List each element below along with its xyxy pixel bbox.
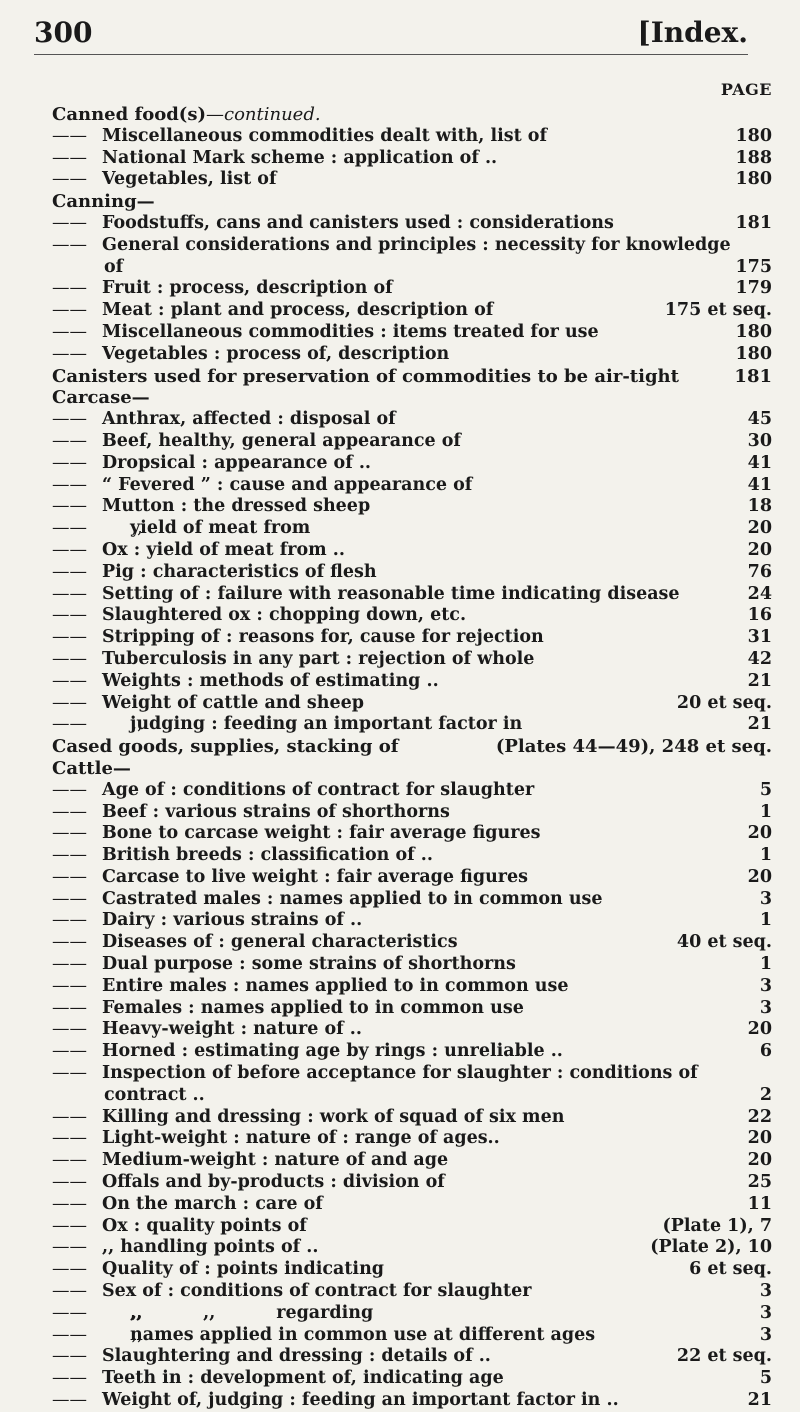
entry-text: General considerations and principles : necessity for knowledge [102,234,731,255]
entry-dash: —— [52,954,87,975]
entry-dash: —— [52,474,87,495]
page-reference: 22 et seq. [673,1346,772,1368]
index-entry [52,213,772,235]
entry-dash: —— [52,627,87,648]
column-header [52,80,772,104]
section-heading-text: Canning— [52,191,155,213]
entry-dash: —— [52,1172,87,1193]
page-reference: (Plate 1), 7 [658,1216,772,1238]
page-reference: (Plate 2), 10 [646,1237,772,1259]
page-reference: 2 [756,1085,772,1107]
entry-dash: —— [52,845,87,866]
entry-text: Tuberculosis in any part : rejection of whole [102,648,535,669]
page-reference: 3 [756,1303,772,1325]
entry-dash: —— [52,997,87,1018]
page-reference: 6 [756,1041,772,1063]
page-reference: 180 [731,126,772,148]
index-entry [52,1019,772,1041]
entry-text: Slaughtered ox : chopping down, etc. [102,605,467,626]
index-entry [52,235,772,257]
entry-text: Dairy : various strains of .. [102,910,363,931]
index-entry [52,976,772,998]
page-header [34,14,748,55]
entry-dash: —— [52,1063,87,1084]
page-reference: 1 [756,910,772,932]
entry-text: Heavy-weight : nature of .. [102,1019,362,1040]
page-reference: 22 [744,1107,772,1129]
page-reference: 180 [731,344,772,366]
entry-dash: —— [52,1019,87,1040]
entry-text: Anthrax, affected : disposal of [102,409,396,430]
entry-dash: —— [52,648,87,669]
section-heading [52,104,772,126]
index-entry [52,802,772,824]
entry-text: judging : feeding an important factor in [130,714,523,735]
index-entry [52,518,772,540]
page-reference: 21 [744,714,772,736]
entry-dash: —— [52,605,87,626]
page-reference: 31 [744,627,772,649]
index-entry [52,1281,772,1303]
page-reference: 20 [744,823,772,845]
page-reference: 42 [744,649,772,671]
index-entry [52,584,772,606]
entry-dash: —— [52,1041,87,1062]
section-heading-text: Cased goods, supplies, stacking of [52,736,399,758]
index-entry [52,1390,772,1412]
index-entry [52,1128,772,1150]
entry-dash: —— [52,1150,87,1171]
index-entry [52,1150,772,1172]
entry-text: Slaughtering and dressing : details of .. [102,1346,491,1367]
page-reference: 1 [756,802,772,824]
index-entry [52,409,772,431]
index-entry [52,780,772,802]
index-entry [52,1063,772,1085]
section-heading-text: Cattle— [52,757,131,779]
entry-dash: —— [52,1215,87,1236]
page-reference: 41 [744,475,772,497]
entry-dash: —— [52,866,87,887]
page-reference: 1 [756,954,772,976]
entry-text: Carcase to live weight : fair average figures [102,866,529,887]
entry-dash: —— [52,125,87,146]
index-entry [52,169,772,191]
page-reference: 3 [756,1281,772,1303]
section-heading [52,387,772,409]
page-reference: 20 [744,1019,772,1041]
index-entry [52,257,772,279]
index-entry [52,344,772,366]
index-entry [52,540,772,562]
page-reference: 40 et seq. [673,932,772,954]
entry-dash: —— [52,1346,87,1367]
entry-text: Killing and dressing : work of squad of six men [102,1106,565,1127]
entry-text: Beef : various strains of shorthorns [102,801,450,822]
index-entry [52,1346,772,1368]
index-entry [52,496,772,518]
entry-text: Ox : quality points of [102,1215,307,1236]
index-entry [52,475,772,497]
page-reference: 20 [744,1128,772,1150]
index-entry [52,278,772,300]
entry-dash: —— [52,430,87,451]
page-reference: 3 [756,889,772,911]
entry-dash: —— [52,1193,87,1214]
index-entry [52,1085,772,1107]
index-entry [52,322,772,344]
entry-text: Vegetables : process of, description [102,343,450,364]
entry-dash: —— [52,1259,87,1280]
entry-dash: —— [52,932,87,953]
entry-text: contract .. [104,1084,205,1105]
entry-text: Stripping of : reasons for, cause for rejection [102,627,544,648]
page-reference: 20 [744,540,772,562]
page-reference: 41 [744,453,772,475]
entry-dash: —— [52,1237,87,1258]
entry-dash: —— [52,1390,87,1411]
page-reference: 5 [756,1368,772,1390]
page-reference: 5 [756,780,772,802]
entry-text: Sex of : conditions of contract for slaughter [102,1281,532,1302]
page-reference: 3 [756,976,772,998]
entry-text: Dropsical : appearance of .. [102,452,372,473]
index-entry [52,910,772,932]
page-reference: 181 [731,213,772,235]
index-entry [52,562,772,584]
index-entry [52,605,772,627]
index-entry [52,671,772,693]
index-entry [52,649,772,671]
page-reference: 6 et seq. [685,1259,772,1281]
page-reference: 21 [744,1390,772,1412]
entry-dash: —— [52,234,87,255]
index-entry [52,889,772,911]
page-reference: 20 [744,518,772,540]
entry-dash: —— [52,910,87,931]
index-entry [52,453,772,475]
entry-dash: —— [52,496,87,517]
page-reference: 20 et seq. [673,693,772,715]
entry-text: Setting of : failure with reasonable time indicating disease [102,583,680,604]
entry-text: ,, ,, regarding [130,1302,374,1323]
entry-text: Fruit : process, description of [102,278,393,299]
entry-text: “ Fevered ” : cause and appearance of [102,474,473,495]
page-reference: 24 [744,584,772,606]
entry-dash: —— [52,801,87,822]
entry-text: names applied in common use at different ages [130,1324,596,1345]
section-heading [52,366,772,388]
entry-text: Horned : estimating age by rings : unreliable .. [102,1041,563,1062]
page-number: 300 [34,16,93,49]
index-entry [52,1368,772,1390]
section-heading-text: Canisters used for preservation of commodities to be air-tight [52,365,679,387]
index-entry [52,300,772,322]
index-content [52,80,772,1412]
entry-text: British breeds : classification of .. [102,845,433,866]
entry-dash: —— [52,1281,87,1302]
index-entry [52,1237,772,1259]
entry-text: Medium-weight : nature of and age [102,1150,449,1171]
entry-text: Quality of : points indicating [102,1259,385,1280]
entry-text: Diseases of : general characteristics [102,932,458,953]
index-entry [52,714,772,736]
entry-dash: —— [52,975,87,996]
index-entry [52,867,772,889]
page-reference: 18 [744,496,772,518]
entry-dash: —— [52,147,87,168]
entry-dash: —— [52,692,87,713]
entry-dash: —— [52,779,87,800]
entry-text: Weight of, judging : feeding an important factor in .. [102,1390,619,1411]
section-heading-continued: —continued. [205,104,321,125]
entry-dash: —— [52,1106,87,1127]
entry-text: National Mark scheme : application of .. [102,147,498,168]
page-reference: 175 et seq. [661,300,772,322]
entry-text: Bone to carcase weight : fair average figures [102,823,541,844]
entry-text: Pig : characteristics of flesh [102,561,377,582]
entry-text: ,, handling points of .. [102,1237,319,1258]
entry-dash: —— ,, [52,714,143,735]
index-entry [52,693,772,715]
page-reference: 188 [731,148,772,170]
entry-text: Ox : yield of meat from .. [102,539,345,560]
page-reference: 11 [744,1194,772,1216]
entry-dash: —— ,, [52,518,143,539]
entry-dash: —— [52,670,87,691]
entry-dash: —— ,, [52,1324,143,1345]
entry-text: Meat : plant and process, description of [102,300,494,321]
index-entry [52,1259,772,1281]
page-reference: 20 [744,1150,772,1172]
entry-dash: —— [52,321,87,342]
entry-text: Age of : conditions of contract for slaughter [102,779,535,800]
index-entry [52,932,772,954]
page-reference: 179 [731,278,772,300]
entry-dash: —— [52,343,87,364]
page-reference: 16 [744,605,772,627]
entry-text: Foodstuffs, cans and canisters used : considerations [102,212,614,233]
index-entry [52,1041,772,1063]
page-reference: 180 [731,169,772,191]
entry-dash: —— [52,888,87,909]
section-heading-text: Canned food(s) [52,104,206,125]
entry-dash: —— [52,452,87,473]
page-reference: 21 [744,671,772,693]
index-entry [52,148,772,170]
page-reference: 25 [744,1172,772,1194]
entry-dash: —— [52,169,87,190]
page-reference: 1 [756,845,772,867]
entry-text: Entire males : names applied to in common use [102,975,569,996]
section-heading [52,191,772,213]
entry-text: Teeth in : development of, indicating age [102,1368,504,1389]
page-reference: 30 [744,431,772,453]
entry-text: Dual purpose : some strains of shorthorns [102,954,516,975]
entry-text: Mutton : the dressed sheep [102,496,371,517]
page-reference: (Plates 44—49), 248 et seq. [492,736,772,758]
index-entry [52,845,772,867]
index-entry [52,954,772,976]
entry-dash: —— [52,1128,87,1149]
entry-text: Females : names applied to in common use [102,997,524,1018]
entry-dash: —— [52,539,87,560]
entry-text: Weight of cattle and sheep [102,692,364,713]
page-reference: 180 [731,322,772,344]
index-entry [52,1194,772,1216]
index-entry [52,1325,772,1347]
page-reference: 181 [730,366,772,388]
section-heading-text: Carcase— [52,387,150,409]
index-entry [52,998,772,1020]
index-entry [52,1172,772,1194]
page-reference: 20 [744,867,772,889]
entry-text: Light-weight : nature of : range of ages.. [102,1128,500,1149]
index-entry [52,1303,772,1325]
entry-text: Offals and by-products : division of [102,1172,445,1193]
entry-dash: —— [52,1368,87,1389]
page-reference: 45 [744,409,772,431]
entry-text: Beef, healthy, general appearance of [102,430,461,451]
index-entry [52,627,772,649]
index-entry [52,431,772,453]
index-entry [52,1216,772,1238]
entry-text: Miscellaneous commodities dealt with, list of [102,125,547,146]
page-reference: 76 [744,562,772,584]
entry-text: of [104,256,124,277]
entry-dash: —— [52,561,87,582]
entry-text: Castrated males : names applied to in common use [102,888,603,909]
entry-dash: —— [52,278,87,299]
index-entry [52,1107,772,1129]
entry-dash: —— [52,212,87,233]
page-reference: 3 [756,998,772,1020]
entry-dash: —— [52,300,87,321]
entry-dash: —— [52,823,87,844]
entry-dash: —— ,, [52,1302,143,1323]
entry-text: yield of meat from [130,518,311,539]
entry-dash: —— [52,409,87,430]
entry-dash: —— [52,583,87,604]
section-heading [52,758,772,780]
entry-text: Weights : methods of estimating .. [102,670,439,691]
entry-text: Vegetables, list of [102,169,277,190]
page-reference: 175 [731,257,772,279]
page-reference: 3 [756,1325,772,1347]
page-column-label: PAGE [720,80,772,99]
entry-text: Inspection of before acceptance for slaughter : conditions of [102,1063,698,1084]
entry-text: On the march : care of [102,1193,323,1214]
running-title: [Index. [637,16,748,49]
index-entry [52,823,772,845]
index-entry [52,126,772,148]
section-heading [52,736,772,758]
entry-text: Miscellaneous commodities : items treated for use [102,321,599,342]
